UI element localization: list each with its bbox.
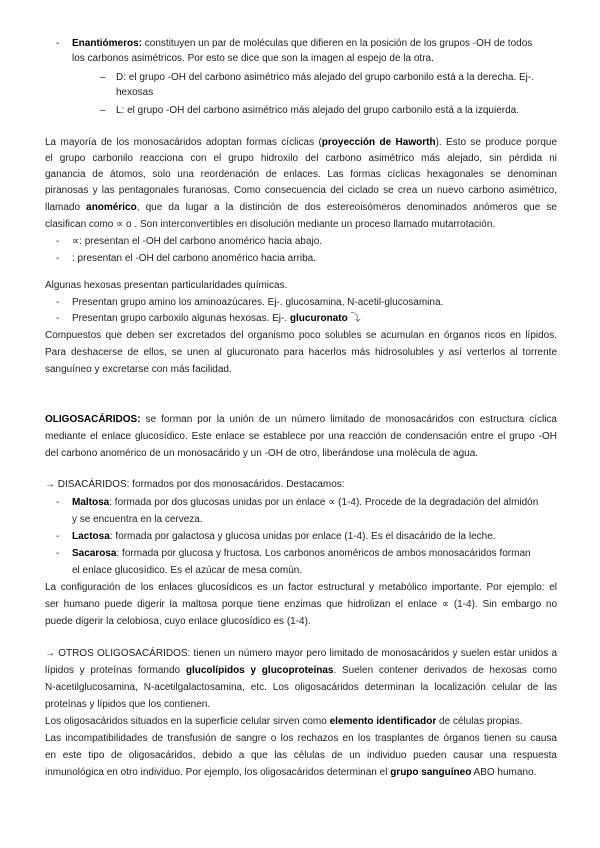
oligosaccharides-heading: OLIGOSACÁRIDOS: se forman por la unión de un número limitado de monosacáridos con estructura cíclica xyxy=(45,414,557,425)
text-line: La mayoría de los monosacáridos adoptan formas cíclicas (proyección de Haworth). Esto se produce porque xyxy=(45,137,558,148)
text-line: ∝: presentan el -OH del carbono anomérico hacia abajo. xyxy=(72,236,323,247)
text-line: Algunas hexosas presentan particularidades químicas. xyxy=(45,280,288,291)
text-line: sanguíneo y excretarse con más facilidad. xyxy=(45,364,232,375)
bullet-dash: - xyxy=(56,313,60,324)
text-line: hexosas xyxy=(116,87,154,98)
bullet-dash: - xyxy=(56,548,60,559)
bullet-dash: - xyxy=(56,497,60,508)
text-line: lípidos y proteínas formando glucolípidos y glucoproteínas. Suelen contener derivados de hexosas como xyxy=(45,665,557,676)
text-line: llamado anomérico, que da lugar a la distinción de dos estereoisómeros denominados anómeros que se xyxy=(45,202,557,213)
bullet-dash: - xyxy=(56,38,60,49)
text-line: puede digerir la celobiosa, cuyo enlace glucosídico es (1-4). xyxy=(45,616,311,627)
text-line: D: el grupo -OH del carbono asimétrico más alejado del grupo carbonilo está a la derecha. Ej-. xyxy=(116,72,534,83)
text-line: : presentan el -OH del carbono anomérico hacia arriba. xyxy=(72,253,317,264)
bullet-dash: - xyxy=(56,297,60,308)
bullet-dash: - xyxy=(56,531,60,542)
text-line: ganancia de átomos, solo una reordenación de enlaces. Las formas cíclicas hexagonales se denominan xyxy=(45,169,557,180)
text-line: Para deshacerse de ellos, se unen al glucuronato para hacerlos más hidrosolubles y así verterlos al torrente xyxy=(45,347,557,358)
text-line: en este tipo de oligosacáridos, debido a que las células de un individuo pueden causar una respuesta xyxy=(45,750,557,761)
text-line: proteínas y lípidos que los contienen. xyxy=(45,699,211,710)
enantiomers-title: Enantiómeros: xyxy=(72,38,143,49)
text-line: del carbono anomérico de un monosacárido y un -OH de otro, liberándose una molécula de agua. xyxy=(45,448,479,459)
bullet-endash: – xyxy=(100,105,106,116)
text-line: los carbonos asimétricos. Por esto se dice que son la imagen al espejo de la otra. xyxy=(72,53,434,64)
text-line: L: el grupo -OH del carbono asimétrico más alejado del grupo carbonilo está a la izquierda. xyxy=(116,105,520,116)
other-oligosaccharides-heading: → OTROS OLIGOSACÁRIDOS: tienen un número mayor pero limitado de monosacáridos y suelen estar unidos a xyxy=(45,648,557,659)
text-line: inmunológica en otro individuo. Por ejemplo, los oligosacáridos determinan el grupo sanguíneo ABO humano. xyxy=(45,767,537,778)
disaccharides-heading: → DISACÁRIDOS: formados por dos monosacáridos. Destacamos: xyxy=(45,479,345,490)
enantiomers-line: Enantiómeros: constituyen un par de moléculas que difieren en la posición de los grupos -OH de todos xyxy=(72,38,533,49)
text-line: La configuración de los enlaces glucosídicos es un factor estructural y metabólico importante. Por ejemplo: el xyxy=(45,582,557,593)
text-line: el grupo carbonilo reacciona con el grupo hidroxilo del carbono asimétrico más alejado, sin pérdida ni xyxy=(45,153,557,164)
bullet-endash: – xyxy=(100,72,106,83)
text-line: Compuestos que deben ser excretados del organismo poco solubles se acumulan en órganos ricos en lípidos. xyxy=(45,330,557,341)
text-line: N-acetilglucosamina, N-acetilgalactosamina, etc. Los oligosacáridos determinan la localización celular de las xyxy=(45,682,557,693)
text-line: y se encuentra en la cerveza. xyxy=(72,514,203,525)
text-line: Lactosa: formada por galactosa y glucosa unidas por enlace (1-4). Es el disacárido de la leche. xyxy=(72,531,496,542)
text-line: piranosas y las pentagonales furanosas. Como consecuencia del ciclado se crea un nuevo carbono asimétrico, xyxy=(45,185,557,196)
text-line: mediante el enlace glucosídico. Este enlace se establece por una reacción de condensación entre el grupo -OH xyxy=(45,431,557,442)
bullet-dash: - xyxy=(56,236,60,247)
text-line: Presentan grupo amino los aminoazúcares. Ej-. glucosamina, N-acetil-glucosamina. xyxy=(72,297,444,308)
text-line: Los oligosacáridos situados en la superficie celular sirven como elemento identificador de células propias. xyxy=(45,716,523,727)
text-line: ser humano puede digerir la maltosa porque tiene enzimas que hidrolizan el enlace ∝ (1-4). Sin embargo no xyxy=(45,599,557,610)
text-line: Maltosa: formada por dos glucosas unidas por un enlace ∝ (1-4). Procede de la degradación del almidón xyxy=(72,497,539,508)
text-line: Las incompatibilidades de transfusión de sangre o los rechazos en los trasplantes de órganos tienen su causa xyxy=(45,733,557,744)
text-line: clasifican como ∝ o . Son interconvertibles en disolución mediante un proceso llamado mutarrotación. xyxy=(45,219,496,230)
text-line: Sacarosa: formada por glucosa y fructosa. Los carbonos anoméricos de ambos monosacáridos forman xyxy=(72,548,531,559)
text-line: el enlace glucosídico. Es el azúcar de mesa común. xyxy=(72,565,303,576)
bullet-dash: - xyxy=(56,253,60,264)
text-line: Presentan grupo carboxilo algunas hexosas. Ej-. glucuronato ⤵ xyxy=(72,313,361,324)
